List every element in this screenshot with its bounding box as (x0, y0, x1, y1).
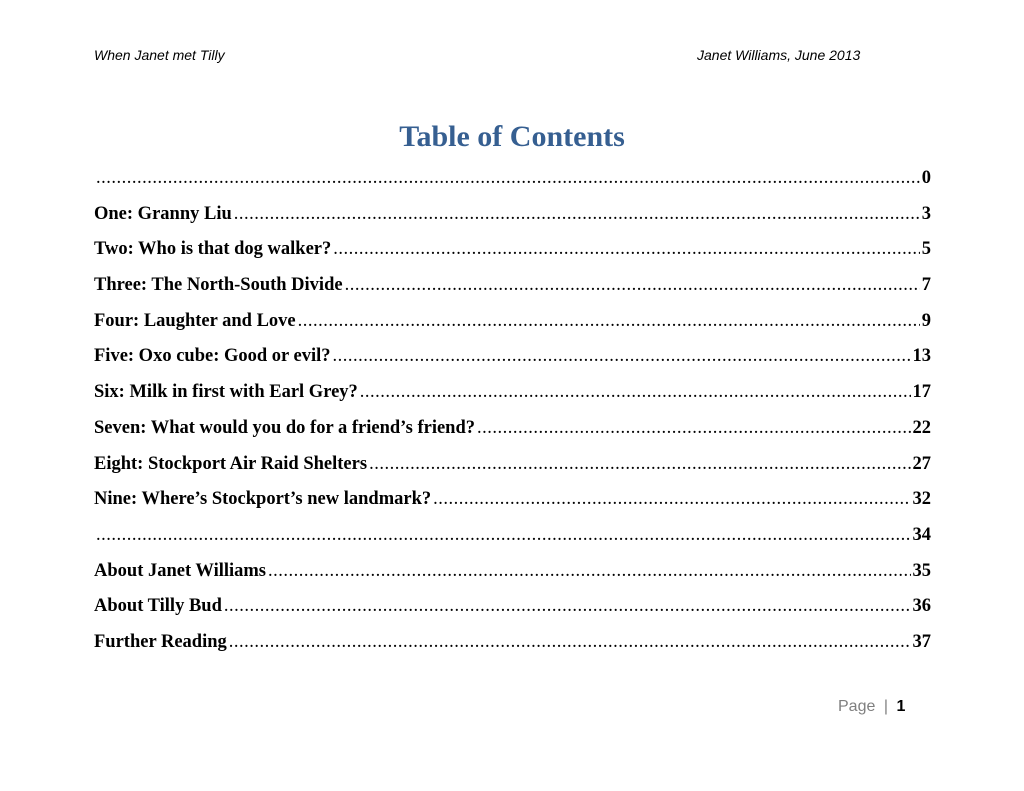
toc-dot-leader (96, 525, 911, 546)
toc-entry-label: Six: Milk in first with Earl Grey? (94, 382, 358, 403)
toc-entry-label: About Tilly Bud (94, 596, 222, 617)
toc-dot-leader (333, 346, 911, 367)
toc-entry[interactable] (94, 454, 931, 490)
toc-entry[interactable] (94, 168, 931, 204)
toc-entry[interactable] (94, 596, 931, 632)
toc-entry-label: Three: The North-South Divide (94, 275, 343, 296)
toc-entry[interactable] (94, 346, 931, 382)
toc-dot-leader (345, 275, 920, 296)
toc-dot-leader (268, 561, 910, 582)
toc-entry[interactable] (94, 561, 931, 597)
toc-entry[interactable] (94, 489, 931, 525)
toc-entry-label: Five: Oxo cube: Good or evil? (94, 346, 331, 367)
toc-entry-page: 5 (921, 239, 931, 260)
toc-entry-page: 7 (921, 275, 931, 296)
toc-entry-label: Four: Laughter and Love (94, 310, 296, 331)
toc-dot-leader (224, 596, 911, 617)
toc-entry[interactable] (94, 382, 931, 418)
toc-entry[interactable] (94, 239, 931, 275)
toc-entry[interactable] (94, 418, 931, 454)
toc-entry-label: Nine: Where’s Stockport’s new landmark? (94, 489, 432, 510)
toc-entry-label: One: Granny Liu (94, 203, 232, 224)
toc-entry[interactable] (94, 311, 931, 347)
toc-entry-label: Seven: What would you do for a friend’s friend? (94, 417, 475, 438)
footer-page-word: Page (838, 698, 876, 715)
toc-entry-page: 0 (921, 168, 931, 188)
toc-dot-leader (333, 239, 919, 260)
toc-entry-page: 34 (912, 524, 931, 545)
toc-title: Table of Contents (399, 120, 625, 153)
toc-entry-label: Further Reading (94, 631, 227, 652)
toc-entry-page: 27 (912, 453, 931, 474)
toc-entry[interactable] (94, 525, 931, 561)
toc-entry-page: 13 (912, 346, 931, 367)
toc-dot-leader (229, 632, 911, 653)
toc-entry-label: Two: Who is that dog walker? (94, 239, 332, 260)
toc-entry-page: 9 (921, 310, 931, 331)
toc-entry-page: 22 (912, 417, 931, 438)
toc-entry[interactable] (94, 204, 931, 240)
page-footer (838, 698, 905, 716)
toc-dot-leader (360, 382, 911, 403)
toc-entry[interactable] (94, 632, 931, 668)
toc-entry[interactable] (94, 275, 931, 311)
toc-dot-leader (433, 489, 910, 510)
toc-entry-page: 32 (912, 489, 931, 510)
footer-page-number: 1 (896, 698, 906, 715)
toc-entry-page: 36 (912, 596, 931, 617)
toc-dot-leader (369, 454, 910, 475)
toc-entry-page: 37 (912, 631, 931, 652)
toc-entry-page: 3 (921, 203, 931, 224)
toc-list (94, 168, 931, 668)
toc-dot-leader (477, 418, 911, 439)
header-document-title: When Janet met Tilly (94, 47, 225, 63)
toc-entry-page: 17 (912, 382, 931, 403)
toc-entry-label: Eight: Stockport Air Raid Shelters (94, 453, 368, 474)
toc-dot-leader (298, 311, 920, 332)
toc-dot-leader (234, 204, 920, 225)
footer-separator: | (883, 698, 888, 715)
toc-entry-page: 35 (912, 560, 931, 581)
toc-dot-leader (96, 168, 920, 189)
toc-entry-label: About Janet Williams (94, 560, 267, 581)
header-author-date: Janet Williams, June 2013 (697, 47, 861, 63)
